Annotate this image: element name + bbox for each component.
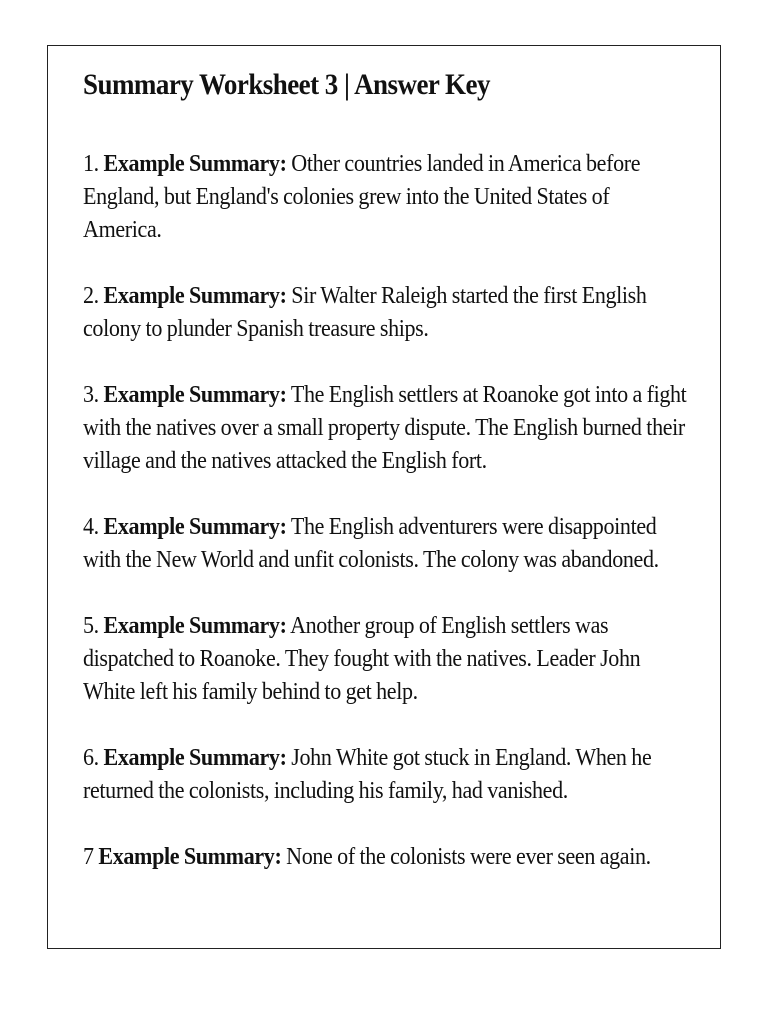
answer-text: Another group of English settlers was dispatched to Roanoke. They fought with the natives. Leader John White left his family behind to get help.: [83, 612, 641, 705]
answer-label: Example Summary:: [98, 843, 282, 870]
answer-number: 6.: [83, 744, 99, 771]
answer-text: Other countries landed in America before England, but England's colonies grew into the United States of America.: [83, 150, 641, 243]
answer-list: [83, 147, 688, 906]
answer-item-5: [83, 609, 688, 708]
answer-text: The English settlers at Roanoke got into a fight with the natives over a small property dispute. The English burned their village and the natives attacked the English fort.: [83, 381, 687, 474]
answer-item-3: [83, 378, 688, 477]
answer-number: 4.: [83, 513, 99, 540]
answer-text: Sir Walter Raleigh started the first English colony to plunder Spanish treasure ships.: [83, 282, 647, 342]
answer-number: 2.: [83, 282, 99, 309]
answer-item-7: [83, 840, 688, 873]
answer-item-2: [83, 279, 688, 345]
answer-item-6: [83, 741, 688, 807]
answer-number: 3.: [83, 381, 99, 408]
page-title: Summary Worksheet 3 | Answer Key: [83, 68, 490, 101]
worksheet-border: [47, 45, 721, 949]
answer-label: Example Summary:: [103, 513, 287, 540]
answer-text: None of the colonists were ever seen again.: [286, 843, 651, 870]
answer-number: 7: [83, 843, 94, 870]
answer-number: 5.: [83, 612, 99, 639]
answer-label: Example Summary:: [103, 282, 287, 309]
answer-label: Example Summary:: [103, 150, 287, 177]
answer-label: Example Summary:: [103, 744, 287, 771]
answer-number: 1.: [83, 150, 99, 177]
answer-item-4: [83, 510, 688, 576]
answer-label: Example Summary:: [103, 381, 287, 408]
answer-text: John White got stuck in England. When he returned the colonists, including his family, had vanished.: [83, 744, 652, 804]
answer-label: Example Summary:: [103, 612, 287, 639]
answer-text: The English adventurers were disappointed with the New World and unfit colonists. The colony was abandoned.: [83, 513, 659, 573]
answer-item-1: [83, 147, 688, 246]
